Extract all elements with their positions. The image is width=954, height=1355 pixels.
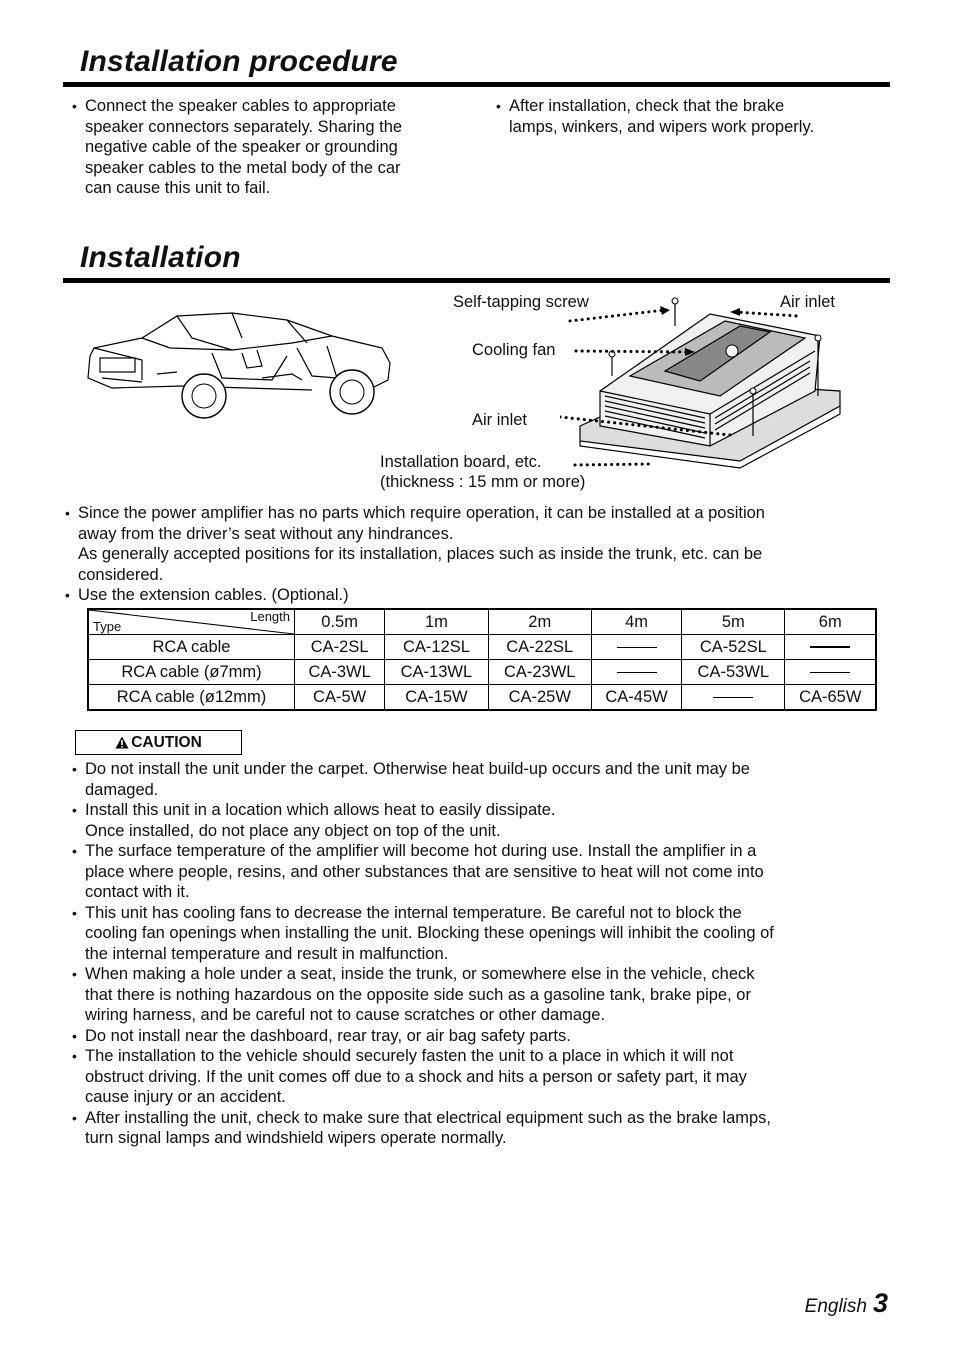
page-footer bbox=[805, 1288, 888, 1319]
corner-type-label: Type bbox=[93, 619, 122, 634]
procedure-item: • After installation, check that the brake lamps, winkers, and wipers work properly. bbox=[494, 96, 884, 137]
caution-list bbox=[70, 759, 900, 1149]
table-header-row bbox=[88, 609, 876, 635]
table-cell-empty bbox=[591, 660, 681, 685]
note-item: • Use the extension cables. (Optional.) bbox=[63, 585, 893, 606]
caution-box bbox=[75, 730, 242, 755]
table-cell: CA-23WL bbox=[488, 660, 591, 685]
procedure-list-left bbox=[70, 96, 460, 199]
length-header: 2m bbox=[488, 609, 591, 635]
length-header: 0.5m bbox=[295, 609, 385, 635]
table-cell: CA-2SL bbox=[295, 635, 385, 660]
section-title-installation: Installation bbox=[80, 241, 241, 274]
table-cell: CA-15W bbox=[385, 685, 488, 711]
table-cell-empty bbox=[591, 635, 681, 660]
section-title-installation-procedure: Installation procedure bbox=[80, 45, 398, 78]
length-header: 1m bbox=[385, 609, 488, 635]
table-cell: CA-13WL bbox=[385, 660, 488, 685]
car-illustration bbox=[82, 308, 397, 428]
caution-item: • Install this unit in a location which allows heat to easily dissipate. Once installed, do not place any object on top of the unit. bbox=[70, 800, 900, 841]
label-self-tapping-screw: Self-tapping screw bbox=[453, 293, 589, 311]
caution-item: • Do not install near the dashboard, rear tray, or air bag safety parts. bbox=[70, 1026, 900, 1047]
caution-item: • The installation to the vehicle should securely fasten the unit to a place in which it will not obstruct driving. If the unit comes off due to a shock and hits a person or safety part, it may cause injury or an accident. bbox=[70, 1046, 900, 1108]
caution-item: • This unit has cooling fans to decrease the internal temperature. Be careful not to block the cooling fan openings when installing the unit. Blocking these openings will inhibit the cooling of the internal temperature and result in malfunction. bbox=[70, 903, 900, 965]
procedure-list-right bbox=[494, 96, 884, 137]
label-installation-board: Installation board, etc. bbox=[380, 453, 542, 471]
procedure-item: • Connect the speaker cables to appropriate speaker connectors separately. Sharing the negative cable of the speaker or grounding speaker cables to the metal body of the car can cause this unit to fail. bbox=[70, 96, 460, 199]
table-row bbox=[88, 660, 876, 685]
corner-length-label: Length bbox=[250, 609, 290, 624]
table-cell: CA-5W bbox=[295, 685, 385, 711]
table-cell: CA-52SL bbox=[682, 635, 785, 660]
length-header: 5m bbox=[682, 609, 785, 635]
table-cell: CA-65W bbox=[785, 685, 876, 711]
label-cooling-fan: Cooling fan bbox=[472, 341, 556, 359]
table-cell: CA-25W bbox=[488, 685, 591, 711]
table-corner-cell bbox=[88, 609, 295, 635]
table-cell: CA-53WL bbox=[682, 660, 785, 685]
footer-language: English bbox=[804, 1296, 867, 1317]
caution-item: • After installing the unit, check to make sure that electrical equipment such as the brake lamps, turn signal lamps and windshield wipers operate normally. bbox=[70, 1108, 900, 1149]
label-air-inlet-side: Air inlet bbox=[472, 411, 528, 429]
table-row bbox=[88, 635, 876, 660]
table-cell-empty bbox=[785, 660, 876, 685]
installation-notes bbox=[63, 503, 893, 606]
warning-icon bbox=[115, 736, 129, 749]
caution-item: • Do not install the unit under the carpet. Otherwise heat build-up occurs and the unit may be damaged. bbox=[70, 759, 900, 800]
leader-lines bbox=[560, 300, 820, 475]
label-board-thickness: (thickness : 15 mm or more) bbox=[380, 473, 586, 491]
note-item: • Since the power amplifier has no parts which require operation, it can be installed at a position away from the driver’s seat without any hindrances. As generally accepted positions for its installation, places such as inside the trunk, etc. can be considered. bbox=[63, 503, 893, 585]
title-rule bbox=[63, 82, 890, 87]
table-cell-empty bbox=[682, 685, 785, 711]
cable-type-cell: RCA cable bbox=[88, 635, 295, 660]
table-cell-empty bbox=[785, 635, 876, 660]
table-cell: CA-3WL bbox=[295, 660, 385, 685]
length-header: 4m bbox=[591, 609, 681, 635]
caution-item: • When making a hole under a seat, inside the trunk, or somewhere else in the vehicle, check that there is nothing hazardous on the opposite side such as a gasoline tank, brake pipe, or wiring harness, and be careful not to cause scratches or other damage. bbox=[70, 964, 900, 1026]
table-cell: CA-45W bbox=[591, 685, 681, 711]
length-header: 6m bbox=[785, 609, 876, 635]
table-cell: CA-12SL bbox=[385, 635, 488, 660]
table-row bbox=[88, 685, 876, 711]
extension-cable-table bbox=[87, 608, 877, 711]
cable-type-cell: RCA cable (ø7mm) bbox=[88, 660, 295, 685]
caution-label: CAUTION bbox=[131, 733, 202, 751]
title-rule bbox=[63, 278, 890, 283]
table-cell: CA-22SL bbox=[488, 635, 591, 660]
label-air-inlet-top: Air inlet bbox=[780, 293, 836, 311]
page-number: 3 bbox=[872, 1288, 888, 1318]
cable-type-cell: RCA cable (ø12mm) bbox=[88, 685, 295, 711]
caution-item: • The surface temperature of the amplifier will become hot during use. Install the amplifier in a place where people, resins, and other substances that are sensitive to heat will not come into contact with it. bbox=[70, 841, 900, 903]
